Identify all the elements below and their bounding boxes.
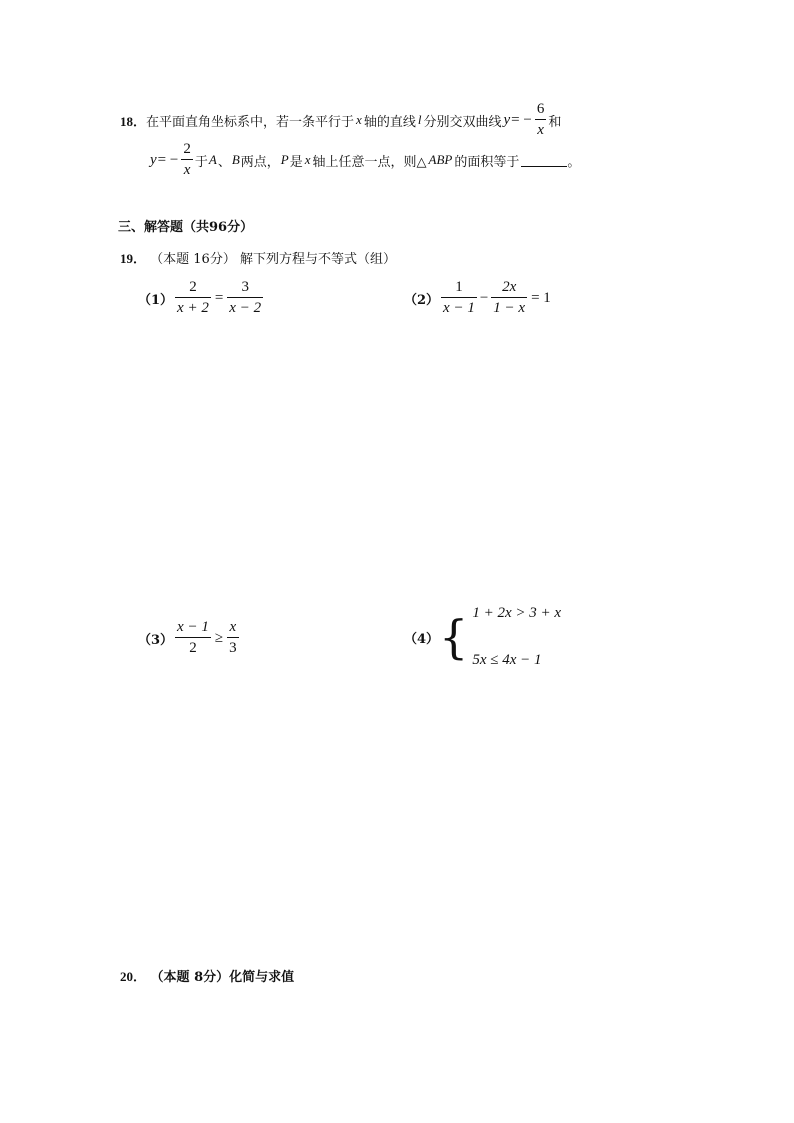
q18-frac2-den: x bbox=[183, 162, 191, 178]
q18-number: 18． bbox=[120, 113, 147, 129]
q18-abp-var: ABP bbox=[428, 152, 453, 167]
q19-part-4 bbox=[404, 602, 561, 672]
q19-p3-f2-den: 3 bbox=[229, 640, 237, 656]
q19-p2-f2-num: 2x bbox=[491, 279, 527, 298]
q19-p1-f1-num: 2 bbox=[175, 279, 211, 298]
q20-header bbox=[120, 966, 294, 985]
q19-p4-row-2: 5x ≤ 4x − 1 bbox=[472, 652, 542, 668]
q19-instruction: 解下列方程与不等式（组） bbox=[239, 252, 396, 267]
q18-y-var-2: y bbox=[150, 151, 157, 168]
q18-text-b: 轴的直线 bbox=[363, 114, 416, 130]
q19-p3-f1-num: x − 1 bbox=[175, 619, 211, 638]
q19-p1-op: = bbox=[214, 289, 224, 306]
q18-text-f: 是 bbox=[289, 154, 303, 170]
q18-fraction-1 bbox=[535, 101, 547, 139]
q19-p2-fraction-2 bbox=[491, 279, 527, 317]
q19-p4-label: （4） bbox=[404, 631, 440, 647]
q19-p2-label: （2） bbox=[404, 292, 440, 308]
q20-title: （本题 8分）化简与求值 bbox=[150, 970, 295, 985]
q19-header bbox=[120, 248, 396, 267]
q18-x-var-2: x bbox=[304, 152, 311, 167]
q19-p1-f2-num: 3 bbox=[227, 279, 263, 298]
q18-text-e: 两点， bbox=[240, 154, 280, 170]
q18-p-var: P bbox=[280, 152, 289, 167]
q19-p4-row-1: 1 + 2x > 3 + x bbox=[472, 605, 562, 621]
q19-p1-f2-den: x − 2 bbox=[229, 300, 262, 316]
q18-text-h: 的面积等于 bbox=[454, 154, 520, 170]
q19-p1-f1-den: x + 2 bbox=[177, 300, 209, 316]
section-3-title: 三、解答题（共96分） bbox=[118, 220, 254, 235]
q19-p4-brace: { bbox=[439, 610, 469, 664]
q18-x-var: x bbox=[356, 112, 362, 127]
q18-answer-blank[interactable] bbox=[521, 154, 567, 167]
q18-eq-neg: = − bbox=[511, 111, 532, 128]
q19-number: 19． bbox=[120, 251, 147, 266]
q19-p3-f2-num: x bbox=[227, 619, 239, 638]
q18-text-c: 分别交双曲线 bbox=[423, 114, 502, 130]
q19-part-2 bbox=[404, 276, 551, 320]
q19-p1-fraction-1 bbox=[175, 279, 211, 317]
q19-p2-fraction-1 bbox=[441, 279, 477, 317]
q19-p2-f1-num: 1 bbox=[441, 279, 477, 298]
q18-b-var: B bbox=[231, 152, 240, 167]
q19-p2-f2-den: 1 − x bbox=[493, 300, 526, 316]
q19-p3-label: （3） bbox=[138, 632, 174, 648]
q18-frac1-num: 6 bbox=[535, 101, 547, 120]
q19-p1-fraction-2 bbox=[227, 279, 263, 317]
q19-p3-fraction-2 bbox=[227, 619, 239, 657]
q18-a-var: A bbox=[208, 152, 217, 167]
q18-text-g: 轴上任意一点，则△ bbox=[312, 154, 427, 170]
q20-number: 20． bbox=[120, 969, 147, 984]
q18-line2 bbox=[150, 140, 580, 180]
q19-p2-tail: = 1 bbox=[531, 289, 551, 306]
q19-p2-op: − bbox=[479, 289, 489, 306]
q19-part-1 bbox=[138, 276, 265, 320]
q19-p4-system bbox=[472, 605, 561, 669]
q19-p2-f1-den: x − 1 bbox=[443, 300, 475, 316]
q18-end: 。 bbox=[567, 154, 581, 170]
q18-frac1-den: x bbox=[537, 122, 544, 138]
q18-line1 bbox=[120, 100, 561, 140]
q18-y-var: y bbox=[503, 111, 511, 128]
q18-text-d: 于 bbox=[194, 154, 208, 170]
q18-l-var: l bbox=[417, 112, 422, 127]
q19-p1-label: （1） bbox=[138, 292, 174, 308]
q19-p3-fraction-1 bbox=[175, 619, 211, 657]
q18-fraction-2 bbox=[181, 141, 193, 179]
q18-eq-neg-2: = − bbox=[157, 151, 179, 168]
q18-frac2-num: 2 bbox=[181, 141, 193, 160]
q19-p3-f1-den: 2 bbox=[189, 640, 197, 656]
q18-sep: 、 bbox=[217, 154, 231, 170]
q19-part-3 bbox=[138, 616, 241, 660]
q18-text-and: 和 bbox=[548, 114, 562, 130]
q18-text-a: 在平面直角坐标系中，若一条平行于 bbox=[146, 114, 355, 130]
q19-score: （本题 16分） bbox=[150, 252, 236, 267]
q19-p3-op: ≥ bbox=[214, 629, 224, 646]
